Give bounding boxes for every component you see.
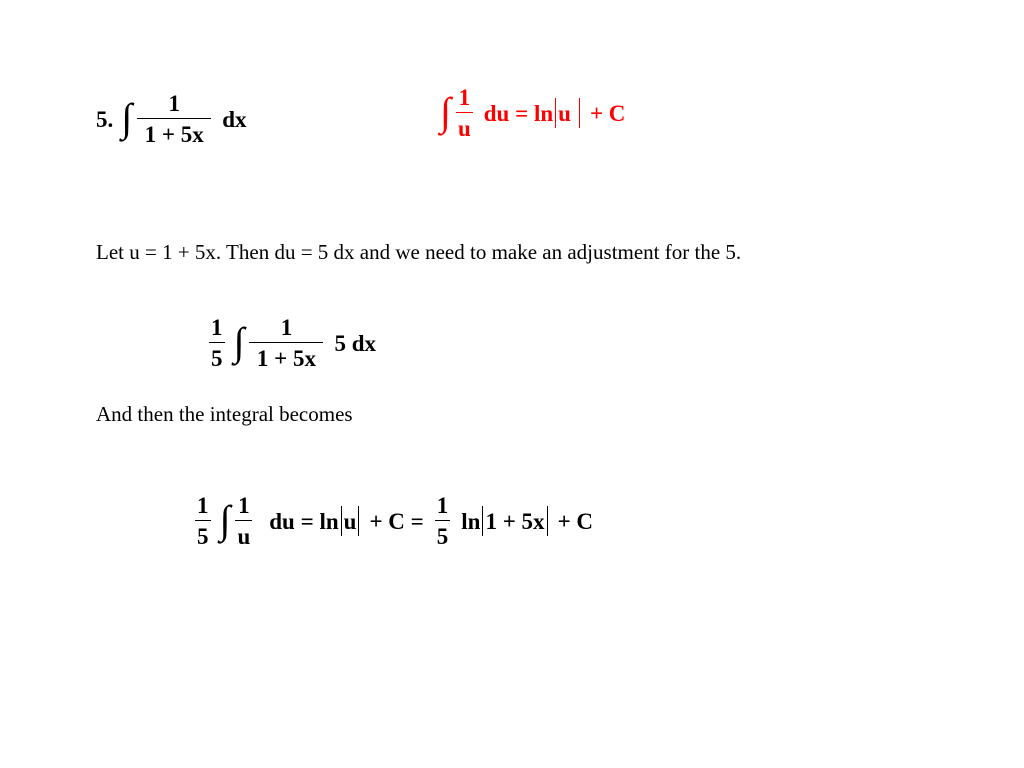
formula-fraction: [456, 86, 473, 140]
fraction-numerator: 1: [197, 493, 209, 518]
coefficient-fraction-2: [435, 494, 451, 548]
then-text: And then the integral becomes: [96, 402, 353, 426]
reference-formula: [440, 86, 625, 140]
absolute-bar-left-2: [482, 506, 483, 536]
absolute-bar-left: [555, 98, 556, 128]
problem-fraction: [137, 92, 211, 146]
fraction-numerator: 1: [280, 315, 293, 340]
coefficient-fraction: [209, 316, 225, 370]
integral-sign: ∫: [121, 95, 133, 140]
problem-differential: dx: [222, 106, 247, 132]
fraction-denominator: 1 + 5x: [256, 346, 317, 371]
fraction-numerator: 1: [168, 91, 180, 116]
step1-expression: [206, 316, 376, 370]
step2-inner-expression: 1 + 5x: [485, 508, 545, 534]
fraction-denominator: 5: [211, 346, 223, 371]
fraction-denominator: 5: [436, 524, 449, 549]
fraction-denominator: u: [457, 116, 471, 141]
step2-fraction: [235, 494, 252, 548]
fraction-denominator: u: [237, 524, 251, 549]
fraction-numerator: 1: [436, 493, 449, 518]
step2-constant: + C: [557, 508, 594, 534]
step2-ln: ln: [461, 508, 481, 534]
fraction-numerator: 1: [238, 493, 250, 518]
step1-tail: 5 dx: [334, 330, 377, 356]
fraction-numerator: 1: [458, 85, 471, 110]
step2-plus-c-eq: + C =: [369, 508, 424, 534]
integral-sign: ∫: [440, 89, 451, 134]
fraction-denominator: 5: [197, 524, 209, 549]
step2-du-ln: du = ln: [269, 508, 339, 534]
absolute-bar-left: [341, 506, 342, 536]
step2-expression: [192, 494, 593, 548]
formula-constant: + C: [589, 100, 626, 126]
formula-inner: u: [558, 100, 571, 126]
step1-fraction: [249, 316, 323, 370]
absolute-bar-right: [358, 506, 359, 536]
formula-rhs: du = ln: [483, 100, 554, 126]
fraction-numerator: 1: [211, 315, 223, 340]
absolute-bar-right-2: [547, 506, 548, 536]
coefficient-fraction: [195, 494, 211, 548]
problem-expression: [96, 92, 247, 146]
step2-inner-u: u: [343, 508, 357, 534]
problem-number: 5.: [96, 106, 114, 132]
absolute-bar-right: [579, 98, 580, 128]
integral-sign: ∫: [219, 497, 231, 542]
integral-sign: ∫: [233, 319, 245, 364]
fraction-denominator: 1 + 5x: [144, 122, 204, 147]
substitution-text: Let u = 1 + 5x. Then du = 5 dx and we need to make an adjustment for the 5.: [96, 240, 742, 264]
